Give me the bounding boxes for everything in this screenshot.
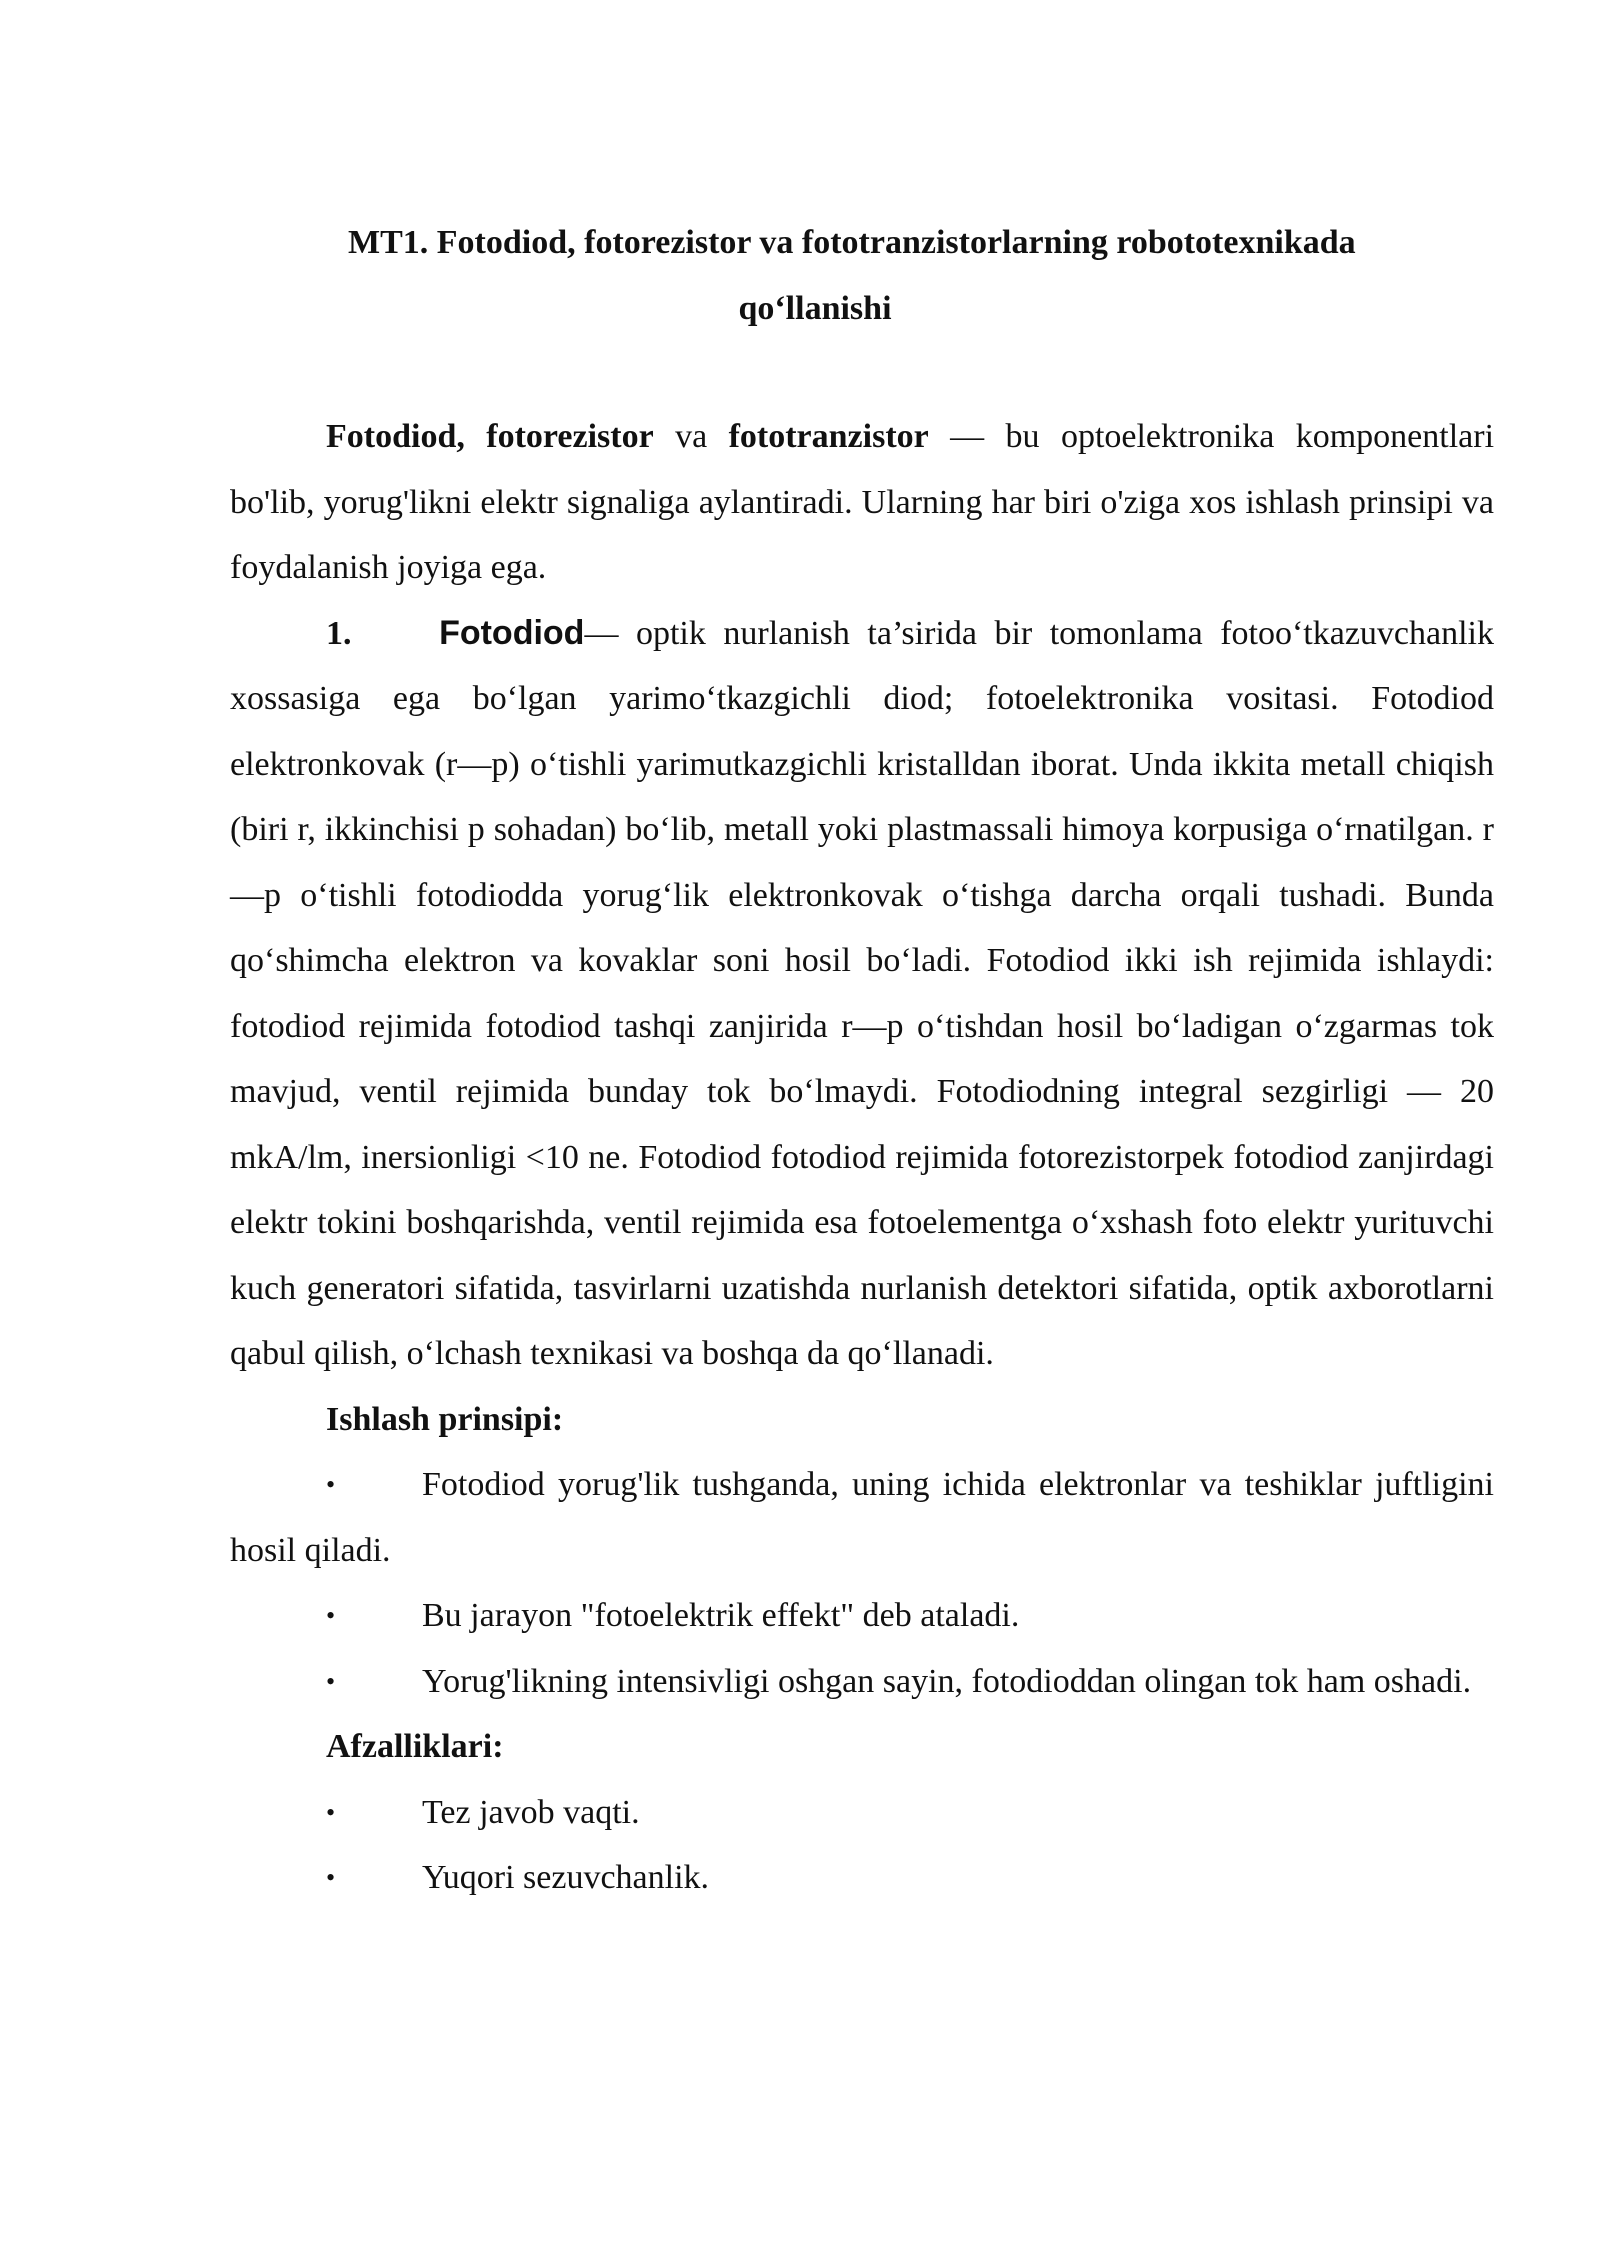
bullet-icon: • bbox=[326, 1470, 336, 1499]
section-term: Fotodiod bbox=[439, 613, 585, 652]
title-line-1: MT1. Fotodiod, fotorezistor va fototranzistorlarning robototexnikada bbox=[348, 224, 1356, 261]
intro-term-fotorezistor: fotorezistor bbox=[486, 418, 654, 455]
document-body bbox=[230, 404, 1494, 1911]
advantage-item-text: Tez javob vaqti. bbox=[422, 1793, 640, 1831]
principle-item bbox=[230, 1583, 1494, 1649]
intro-term-fotodiod: Fotodiod, bbox=[326, 418, 465, 455]
bullet-icon: • bbox=[326, 1797, 336, 1827]
advantage-item bbox=[230, 1845, 1494, 1911]
advantage-item-text: Yuqori sezuvchanlik. bbox=[422, 1859, 710, 1896]
intro-term-fototranzistor: fototranzistor bbox=[728, 418, 929, 455]
principle-heading: Ishlash prinsipi: bbox=[326, 1400, 564, 1438]
principle-item bbox=[230, 1649, 1494, 1715]
advantages-heading: Afzalliklari: bbox=[326, 1728, 504, 1765]
principle-item-text: Yorug'likning intensivligi oshgan sayin, fotodioddan olingan tok ham oshadi. bbox=[422, 1662, 1472, 1700]
intro-conjunction: va bbox=[675, 418, 708, 455]
bullet-icon: • bbox=[326, 1666, 336, 1696]
principle-item-text: Fotodiod yorug'lik tushganda, uning ichida elektronlar va teshiklar juftligini hosil qiladi. bbox=[230, 1466, 1494, 1569]
bullet-icon: • bbox=[326, 1863, 336, 1892]
section-number: 1. bbox=[326, 614, 352, 652]
principle-item-text: Bu jarayon "fotoelektrik effekt" deb ataladi. bbox=[422, 1597, 1020, 1634]
bullet-icon: • bbox=[326, 1601, 336, 1630]
intro-text: — bu optoelektronika komponentlari bo'lib, yorug'likni elektr signaliga aylantiradi. Ularning har biri o'ziga xos ishlash prinsipi va foydalanish joyiga ega. bbox=[230, 418, 1495, 586]
document-title bbox=[340, 210, 1490, 342]
section-fotodiod-paragraph bbox=[230, 601, 1494, 1387]
intro-paragraph bbox=[230, 404, 1494, 601]
principle-item bbox=[230, 1452, 1494, 1583]
title-line-2: qo‘llanishi bbox=[738, 290, 892, 327]
advantage-item bbox=[230, 1780, 1494, 1846]
section-text: — optik nurlanish ta’sirida bir tomonlama fotoo‘tkazuvchanlik xossasiga ega bo‘lgan yarimo‘tkazgichli diod; fotoelektronika vositasi. Fotodiod elektronkovak (r—p) o‘tishli yarimutkazgichli kristalldan iborat. Unda ikkita metall chiqish (biri r, ikkinchisi p sohadan) bo‘lib, metall yoki plastmassali himoya korpusiga o‘rnatilgan. r—p o‘tishli fotodiodda yorug‘lik elektronkovak o‘tishga darcha orqali tushadi. Bunda qo‘shimcha elektron va kovaklar soni hosil bo‘ladi. Fotodiod ikki ish rejimida ishlaydi: fotodiod rejimida fotodiod tashqi zanjirida r—p o‘tishdan hosil bo‘ladigan o‘zgarmas tok mavjud, ventil rejimida bunday tok bo‘lmaydi. Fotodiodning integral sezgirligi — 20 mkA/lm, inersionligi <10 ne. Fotodiod fotodiod rejimida fotorezistorpek fotodiod zanjirdagi elektr tokini boshqarishda, ventil rejimida esa fotoelementga o‘xshash foto elektr yurituvchi kuch generatori sifatida, tasvirlarni uzatishda nurlanish detektori sifatida, optik axborotlarni qabul qilish, o‘lchash texnikasi va boshqa da qo‘llanadi. bbox=[230, 614, 1494, 1372]
